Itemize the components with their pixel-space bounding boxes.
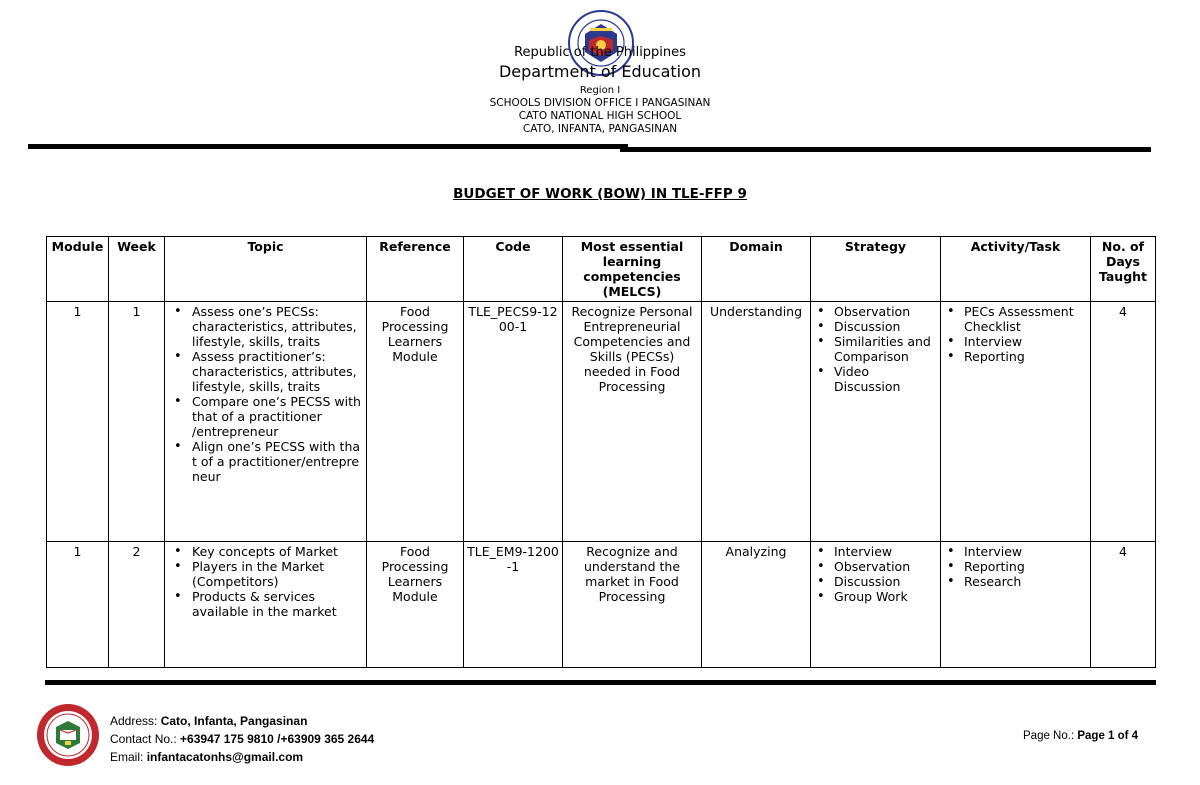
- list-item: • Assess one’s PECSs: characteristics, attributes, lifestyle, skills, traits: [168, 304, 363, 349]
- list-item: • Interview: [944, 544, 1087, 559]
- list-item: • Key concepts of Market: [168, 544, 363, 559]
- address-value: Cato, Infanta, Pangasinan: [160, 714, 308, 728]
- cell-domain: Analyzing: [702, 542, 811, 668]
- table-row: [47, 302, 1156, 542]
- activity-list: [944, 304, 1087, 364]
- topic-list: [168, 304, 363, 484]
- cell-domain: Understanding: [702, 302, 811, 542]
- contact-value: +63947 175 9810 /+63909 365 2644: [180, 732, 375, 746]
- table-row: [47, 542, 1156, 668]
- list-item: • Interview: [944, 334, 1087, 349]
- footer-divider: [45, 680, 1156, 685]
- list-item: • PECs Assessment Checklist: [944, 304, 1087, 334]
- cell-topic: [165, 302, 367, 542]
- page-value: Page 1 of 4: [1077, 730, 1139, 742]
- col-header-week: Week: [109, 237, 165, 302]
- location-line: CATO, INFANTA, PANGASINAN: [522, 123, 678, 135]
- department-line: Department of Education: [498, 62, 702, 81]
- col-header-topic: Topic: [165, 237, 367, 302]
- list-item: • Group Work: [814, 589, 937, 604]
- activity-list: [944, 544, 1087, 589]
- list-item: • Research: [944, 574, 1087, 589]
- cell-melcs: Recognize and understand the market in Food Processing: [563, 542, 702, 668]
- list-item: • Interview: [814, 544, 937, 559]
- col-header-code: Code: [464, 237, 563, 302]
- cell-code: TLE_PECS9-1200-1: [464, 302, 563, 542]
- topic-list: [168, 544, 363, 619]
- cell-week: 2: [109, 542, 165, 668]
- cell-strategy: [811, 542, 941, 668]
- footer-email: [110, 748, 374, 766]
- republic-line: Republic of the Philippines: [514, 45, 686, 60]
- cell-code: TLE_EM9-1200-1: [464, 542, 563, 668]
- list-item: • Observation: [814, 559, 937, 574]
- cell-reference: Food Processing Learners Module: [367, 302, 464, 542]
- strategy-list: [814, 544, 937, 604]
- col-header-strategy: Strategy: [811, 237, 941, 302]
- footer-address: [110, 712, 374, 730]
- region-line: Region I: [579, 85, 621, 96]
- footer-contact-block: [110, 712, 374, 766]
- budget-of-work-table: [46, 236, 1156, 668]
- address-label: Address:: [110, 714, 158, 728]
- page-label: Page No.:: [1023, 730, 1075, 742]
- list-item: • Products & services available in the market: [168, 589, 363, 619]
- list-item: • Observation: [814, 304, 937, 319]
- list-item: • Players in the Market (Competitors): [168, 559, 363, 589]
- email-label: Email:: [110, 750, 144, 764]
- cell-reference: Food Processing Learners Module: [367, 542, 464, 668]
- cell-strategy: [811, 302, 941, 542]
- list-item: • Reporting: [944, 349, 1087, 364]
- school-line: CATO NATIONAL HIGH SCHOOL: [518, 110, 682, 122]
- list-item: • Similarities and Comparison: [814, 334, 937, 364]
- document-title: BUDGET OF WORK (BOW) IN TLE-FFP 9: [453, 186, 747, 202]
- cell-melcs: Recognize Personal Entrepreneurial Competencies and Skills (PECSs) needed in Food Processing: [563, 302, 702, 542]
- col-header-domain: Domain: [702, 237, 811, 302]
- col-header-days: No. of Days Taught: [1091, 237, 1156, 302]
- cell-activity: [941, 302, 1091, 542]
- cell-module: 1: [47, 542, 109, 668]
- col-header-melcs: Most essential learning competencies (MELCS): [563, 237, 702, 302]
- contact-label: Contact No.:: [110, 732, 177, 746]
- col-header-reference: Reference: [367, 237, 464, 302]
- letterhead: [0, 45, 1200, 136]
- cell-module: 1: [47, 302, 109, 542]
- header-divider-left: [28, 144, 628, 149]
- list-item: • Video Discussion: [814, 364, 937, 394]
- school-seal-icon: [36, 703, 100, 767]
- table-header-row: [47, 237, 1156, 302]
- cell-week: 1: [109, 302, 165, 542]
- list-item: • Discussion: [814, 574, 937, 589]
- cell-topic: [165, 542, 367, 668]
- cell-days: 4: [1091, 542, 1156, 668]
- footer-contact: [110, 730, 374, 748]
- cell-activity: [941, 542, 1091, 668]
- division-line: SCHOOLS DIVISION OFFICE I PANGASINAN: [489, 97, 711, 109]
- list-item: • Compare one’s PECSS with that of a practitioner /entrepreneur: [168, 394, 363, 439]
- list-item: • Assess practitioner’s: characteristics, attributes, lifestyle, skills, traits: [168, 349, 363, 394]
- col-header-module: Module: [47, 237, 109, 302]
- page-number: [1023, 730, 1138, 742]
- list-item: • Align one’s PECSS with that of a practitioner/entrepreneur: [168, 439, 363, 484]
- col-header-activity: Activity/Task: [941, 237, 1091, 302]
- email-value: infantacatonhs@gmail.com: [146, 750, 304, 764]
- list-item: • Reporting: [944, 559, 1087, 574]
- cell-days: 4: [1091, 302, 1156, 542]
- list-item: • Discussion: [814, 319, 937, 334]
- strategy-list: [814, 304, 937, 394]
- header-divider-right: [620, 147, 1151, 152]
